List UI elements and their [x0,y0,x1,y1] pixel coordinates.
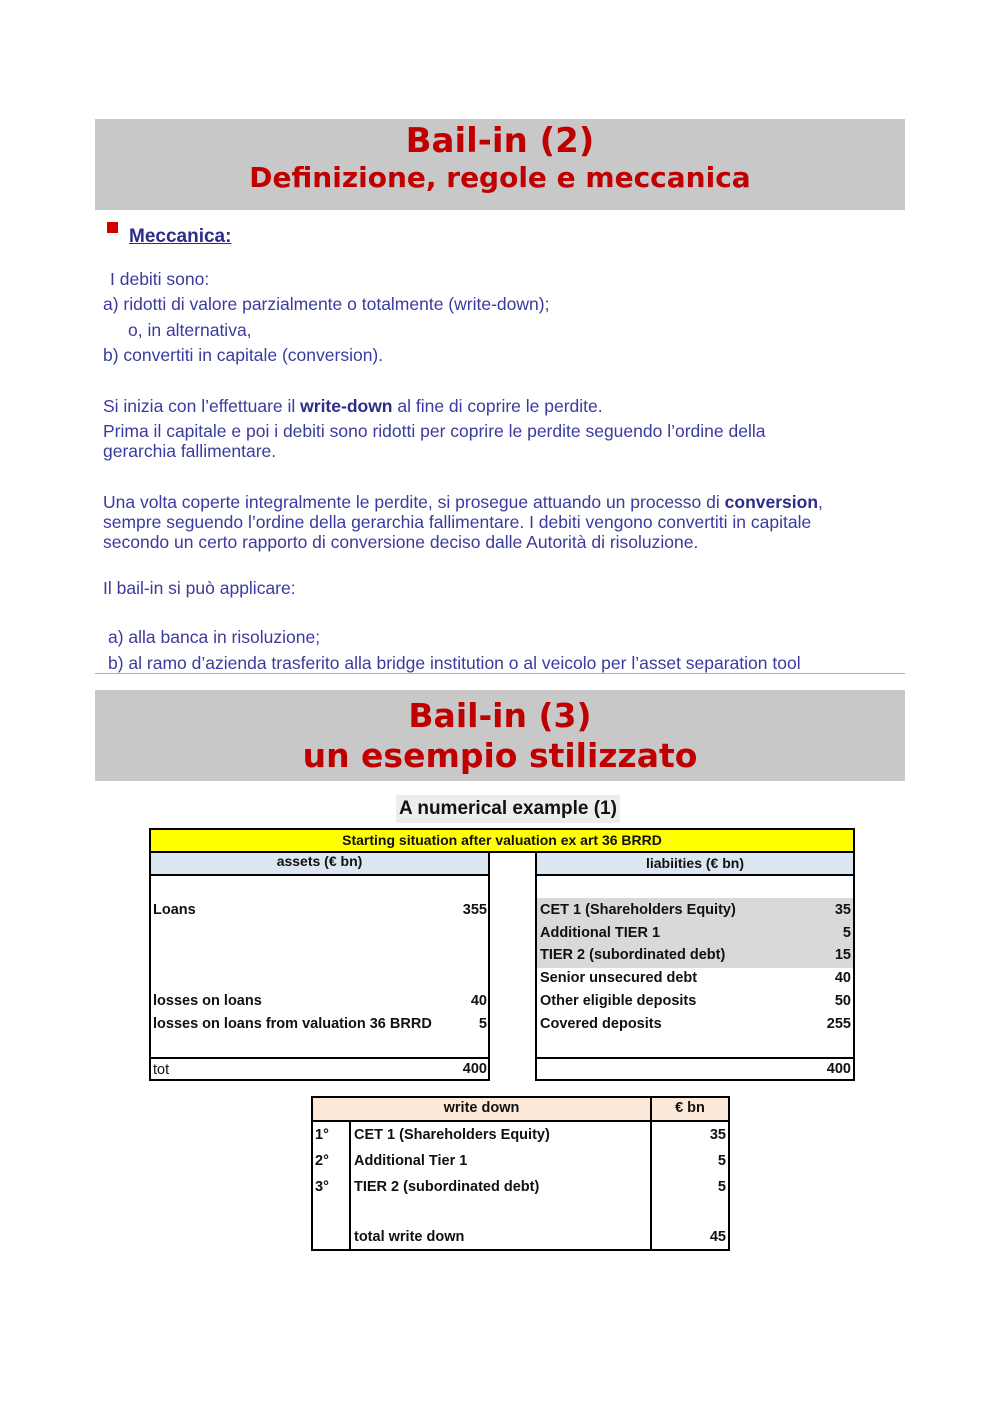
liability-label: Covered deposits [540,1016,662,1032]
write-down-total-value: 45 [709,1229,726,1245]
write-down-label: TIER 2 (subordinated debt) [354,1179,540,1195]
divider [95,673,905,674]
asset-label: Loans [153,902,196,918]
line-debiti: I debiti sono: [110,269,210,289]
paragraph-write-down: Si inizia con l’effettuare il write-down al fine di coprire le perdite. [103,396,603,416]
line-b-ramo: b) al ramo d’azienda trasferito alla bridge institution o al veicolo per l’asset separation tool [108,653,801,673]
liability-label: CET 1 (Shareholders Equity) [540,902,736,918]
line-b-conversion: b) convertiti in capitale (conversion). [103,345,384,365]
write-down-rank: 3° [315,1179,329,1195]
asset-value: 5 [478,1016,487,1032]
assets-box [149,851,490,1081]
example-title: A numerical example (1) [396,795,620,823]
assets-total-value: 400 [462,1061,487,1077]
write-down-value: 5 [717,1153,726,1169]
write-down-value: 35 [709,1127,726,1143]
bullet-square-icon [107,222,118,233]
assets-total-label: tot [153,1062,170,1078]
write-down-rank: 1° [315,1127,329,1143]
liabilities-total-value: 400 [826,1061,851,1077]
paragraph-order-line2: gerarchia fallimentare. [103,441,277,461]
line-alternativa: o, in alternativa, [128,320,252,340]
write-down-label: CET 1 (Shareholders Equity) [354,1127,550,1143]
write-down-header-rule [311,1120,730,1122]
write-down-header: write down [443,1100,520,1116]
slide-header-bail-in-2 [95,119,905,210]
liabilities-header: liabiities (€ bn) [645,855,744,871]
line-a-banca: a) alla banca in risoluzione; [108,627,321,647]
paragraph-conversion-line3: secondo un certo rapporto di conversione deciso dalle Autorità di risoluzione. [103,532,699,552]
table-title: Starting situation after valuation ex art 36 BRRD [342,832,662,848]
liability-value: 40 [834,970,851,986]
section-title-meccanica: Meccanica: [129,226,232,247]
liability-label: Other eligible deposits [540,993,697,1009]
asset-label: losses on loans from valuation 36 BRRD [153,1016,432,1032]
paragraph-order-line1: Prima il capitale e poi i debiti sono ridotti per coprire le perdite seguendo l’ordine della [103,421,766,441]
assets-total-rule [149,1057,490,1059]
liability-value: 15 [834,947,851,963]
assets-header: assets (€ bn) [276,853,363,869]
write-down-label: Additional Tier 1 [354,1153,468,1169]
write-down-unit: € bn [675,1100,705,1116]
slide-header-bail-in-3 [95,690,905,781]
asset-value: 355 [462,902,487,918]
paragraph-conversion-line2: sempre seguendo l’ordine della gerarchia fallimentare. I debiti vengono convertiti in capitale [103,512,812,532]
liability-label: Senior unsecured debt [540,970,698,986]
write-down-total-label: total write down [354,1229,465,1245]
slide-subtitle: Definizione, regole e meccanica [249,161,751,194]
line-a-write-down: a) ridotti di valore parzialmente o totalmente (write-down); [103,294,550,314]
slide-subtitle: un esempio stilizzato [302,736,698,775]
paragraph-conversion-line1: Una volta coperte integralmente le perdite, si prosegue attuando un processo di conversion, [103,492,823,512]
slide-title: Bail-in (2) [405,121,595,161]
liabilities-total-rule [535,1057,855,1059]
liability-value: 255 [826,1016,851,1032]
slide-title: Bail-in (3) [408,696,592,735]
write-down-rank: 2° [315,1153,329,1169]
asset-label: losses on loans [153,993,262,1009]
asset-value: 40 [470,993,487,1009]
liability-label: Additional TIER 1 [540,925,661,941]
paragraph-applicare: Il bail-in si può applicare: [103,578,296,598]
rank-col-rule [349,1120,351,1251]
liability-value: 50 [834,993,851,1009]
liability-value: 35 [834,902,851,918]
value-col-rule [650,1096,652,1251]
liability-label: TIER 2 (subordinated debt) [540,947,726,963]
write-down-value: 5 [717,1179,726,1195]
liability-value: 5 [842,925,851,941]
